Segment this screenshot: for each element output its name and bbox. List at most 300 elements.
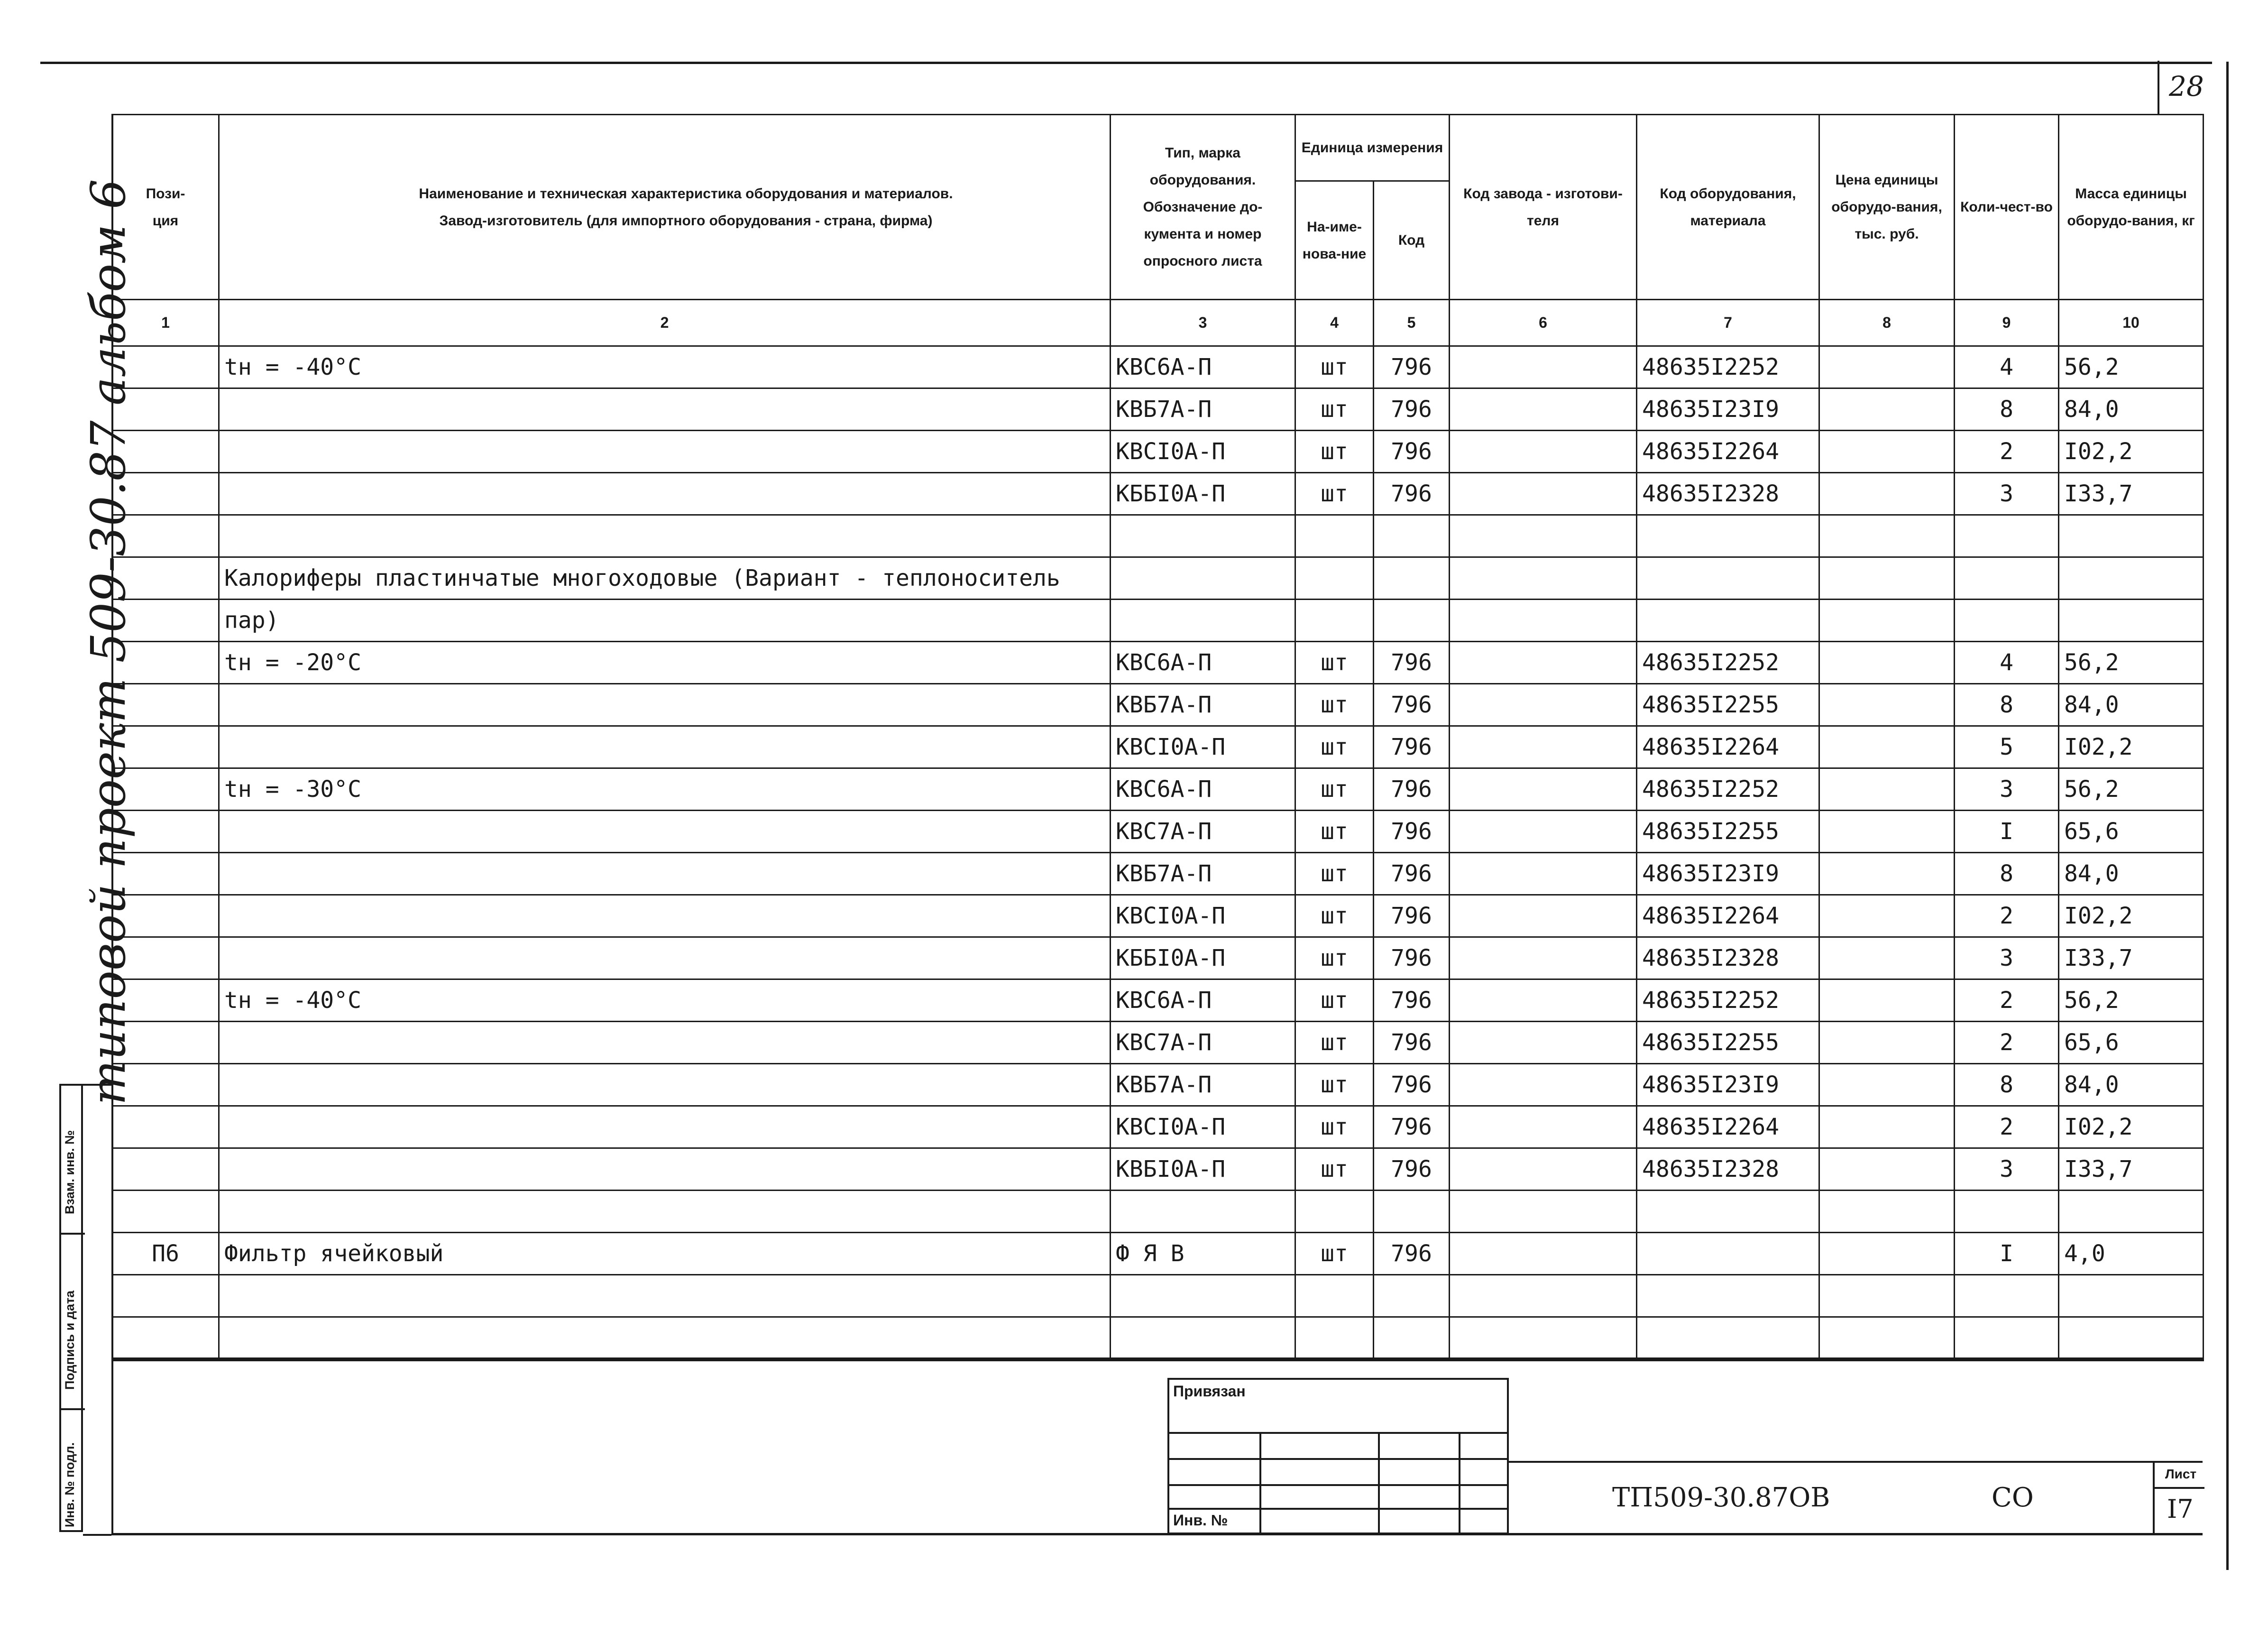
type-cell: КВБ7А-П xyxy=(1111,1064,1295,1106)
material-code-cell: 48635I23I9 xyxy=(1637,1064,1819,1106)
unit-name-cell xyxy=(1295,557,1374,600)
table-row xyxy=(112,1317,2204,1359)
position-cell: П6 xyxy=(112,1233,219,1275)
unit-code-cell: 796 xyxy=(1374,937,1450,979)
table-row xyxy=(112,1148,2204,1191)
factory-code-cell xyxy=(1450,979,1637,1022)
name-cell: пар) xyxy=(219,600,1111,642)
quantity-cell: 8 xyxy=(1955,853,2059,895)
mass-cell: I33,7 xyxy=(2059,1148,2204,1191)
unit-code-cell: 796 xyxy=(1374,1106,1450,1148)
table-row xyxy=(112,937,2204,979)
factory-code-cell xyxy=(1450,1275,1637,1317)
type-cell xyxy=(1111,557,1295,600)
mass-cell: I33,7 xyxy=(2059,473,2204,515)
table-row xyxy=(112,768,2204,811)
position-cell xyxy=(112,684,219,726)
unit-code-cell xyxy=(1374,1275,1450,1317)
unit-name-cell: шт xyxy=(1295,726,1374,768)
quantity-cell xyxy=(1955,600,2059,642)
position-cell xyxy=(112,1022,219,1064)
name-cell: Калориферы пластинчатые многоходовые (Вариант - теплоноситель xyxy=(219,557,1111,600)
stamp-label-replace: Взам. инв. № xyxy=(63,1130,77,1214)
unit-code-cell: 796 xyxy=(1374,1022,1450,1064)
quantity-cell xyxy=(1955,1275,2059,1317)
binding-line xyxy=(1169,1458,1507,1460)
right-rule xyxy=(2226,62,2229,1570)
name-cell xyxy=(219,1064,1111,1106)
name-cell: tн = -30°C xyxy=(219,768,1111,811)
material-code-cell: 48635I23I9 xyxy=(1637,853,1819,895)
type-cell: КВСI0А-П xyxy=(1111,431,1295,473)
price-cell xyxy=(1819,1064,1955,1106)
name-cell xyxy=(219,1191,1111,1233)
name-cell xyxy=(219,388,1111,431)
mass-cell: I33,7 xyxy=(2059,937,2204,979)
unit-name-cell: шт xyxy=(1295,473,1374,515)
type-cell: КВБ7А-П xyxy=(1111,684,1295,726)
position-cell xyxy=(112,1064,219,1106)
unit-code-cell: 796 xyxy=(1374,1064,1450,1106)
position-cell xyxy=(112,1148,219,1191)
unit-code-cell: 796 xyxy=(1374,853,1450,895)
binding-divider xyxy=(1459,1432,1460,1533)
unit-code-cell: 796 xyxy=(1374,1233,1450,1275)
name-cell xyxy=(219,431,1111,473)
table-row xyxy=(112,346,2204,388)
factory-code-cell xyxy=(1450,600,1637,642)
unit-code-cell xyxy=(1374,515,1450,557)
position-cell xyxy=(112,853,219,895)
mass-cell: 84,0 xyxy=(2059,853,2204,895)
type-cell: КВБ7А-П xyxy=(1111,388,1295,431)
unit-name-cell xyxy=(1295,515,1374,557)
price-cell xyxy=(1819,1233,1955,1275)
quantity-cell: 2 xyxy=(1955,979,2059,1022)
mass-cell: I02,2 xyxy=(2059,895,2204,937)
price-cell xyxy=(1819,811,1955,853)
price-cell xyxy=(1819,895,1955,937)
material-code-cell: 48635I23I9 xyxy=(1637,388,1819,431)
material-code-cell xyxy=(1637,1317,1819,1359)
type-cell xyxy=(1111,1317,1295,1359)
header-unit-name: На-име-нова-ние xyxy=(1295,181,1374,300)
quantity-cell: 8 xyxy=(1955,684,2059,726)
position-cell xyxy=(112,895,219,937)
header-unit: Единица измерения xyxy=(1295,115,1450,181)
table-row xyxy=(112,431,2204,473)
table-row xyxy=(112,1106,2204,1148)
price-cell xyxy=(1819,1317,1955,1359)
unit-code-cell: 796 xyxy=(1374,684,1450,726)
position-cell xyxy=(112,557,219,600)
unit-name-cell: шт xyxy=(1295,431,1374,473)
unit-name-cell: шт xyxy=(1295,1064,1374,1106)
unit-code-cell: 796 xyxy=(1374,768,1450,811)
price-cell xyxy=(1819,557,1955,600)
price-cell xyxy=(1819,937,1955,979)
material-code-cell: 48635I2255 xyxy=(1637,1022,1819,1064)
type-cell xyxy=(1111,515,1295,557)
mass-cell: 65,6 xyxy=(2059,811,2204,853)
factory-code-cell xyxy=(1450,853,1637,895)
material-code-cell: 48635I2255 xyxy=(1637,684,1819,726)
unit-code-cell: 796 xyxy=(1374,431,1450,473)
position-cell xyxy=(112,1191,219,1233)
table-row xyxy=(112,1191,2204,1233)
material-code-cell xyxy=(1637,1191,1819,1233)
material-code-cell: 48635I2264 xyxy=(1637,1106,1819,1148)
type-cell: КВС6А-П xyxy=(1111,642,1295,684)
unit-name-cell: шт xyxy=(1295,1022,1374,1064)
mass-cell: I02,2 xyxy=(2059,431,2204,473)
factory-code-cell xyxy=(1450,1106,1637,1148)
sheet-number: I7 xyxy=(2167,1494,2194,1524)
name-cell: tн = -20°C xyxy=(219,642,1111,684)
type-cell: КВСI0А-П xyxy=(1111,726,1295,768)
factory-code-cell xyxy=(1450,346,1637,388)
table-row xyxy=(112,726,2204,768)
type-cell: КББI0А-П xyxy=(1111,937,1295,979)
binding-line xyxy=(1169,1484,1507,1486)
unit-name-cell xyxy=(1295,1191,1374,1233)
name-cell: tн = -40°C xyxy=(219,979,1111,1022)
unit-name-cell: шт xyxy=(1295,979,1374,1022)
mass-cell: 84,0 xyxy=(2059,388,2204,431)
column-number: 9 xyxy=(1955,300,2059,346)
name-cell xyxy=(219,937,1111,979)
name-cell xyxy=(219,895,1111,937)
price-cell xyxy=(1819,388,1955,431)
price-cell xyxy=(1819,684,1955,726)
unit-name-cell: шт xyxy=(1295,853,1374,895)
header-type: Тип, марка оборудования. Обозначение до-кумента и номер опросного листа xyxy=(1111,115,1295,300)
quantity-cell: 8 xyxy=(1955,388,2059,431)
mass-cell xyxy=(2059,1317,2204,1359)
material-code-cell: 48635I2264 xyxy=(1637,431,1819,473)
column-number: 8 xyxy=(1819,300,1955,346)
quantity-cell: 5 xyxy=(1955,726,2059,768)
unit-code-cell: 796 xyxy=(1374,346,1450,388)
quantity-cell: 3 xyxy=(1955,1148,2059,1191)
factory-code-cell xyxy=(1450,895,1637,937)
price-cell xyxy=(1819,768,1955,811)
factory-code-cell xyxy=(1450,1317,1637,1359)
material-code-cell: 48635I2328 xyxy=(1637,473,1819,515)
position-cell xyxy=(112,515,219,557)
binding-stamp xyxy=(1167,1378,1509,1534)
position-cell xyxy=(112,768,219,811)
table-row xyxy=(112,895,2204,937)
mass-cell: I02,2 xyxy=(2059,1106,2204,1148)
unit-code-cell: 796 xyxy=(1374,726,1450,768)
factory-code-cell xyxy=(1450,1148,1637,1191)
factory-code-cell xyxy=(1450,726,1637,768)
type-cell: КВС7А-П xyxy=(1111,1022,1295,1064)
price-cell xyxy=(1819,346,1955,388)
mass-cell xyxy=(2059,515,2204,557)
factory-code-cell xyxy=(1450,1064,1637,1106)
table-row xyxy=(112,684,2204,726)
table-row xyxy=(112,600,2204,642)
mass-cell: 84,0 xyxy=(2059,1064,2204,1106)
name-cell xyxy=(219,1022,1111,1064)
position-cell xyxy=(112,1275,219,1317)
stamp-label-inv: Инв. № подл. xyxy=(63,1442,77,1527)
position-cell xyxy=(112,1317,219,1359)
unit-name-cell xyxy=(1295,1317,1374,1359)
material-code-cell xyxy=(1637,557,1819,600)
position-cell xyxy=(112,388,219,431)
inventory-label: Инв. № xyxy=(1173,1512,1228,1529)
mass-cell: 56,2 xyxy=(2059,979,2204,1022)
quantity-cell: I xyxy=(1955,811,2059,853)
mass-cell xyxy=(2059,557,2204,600)
price-cell xyxy=(1819,642,1955,684)
table-row xyxy=(112,979,2204,1022)
name-cell xyxy=(219,853,1111,895)
mass-cell: 56,2 xyxy=(2059,642,2204,684)
stamp-label-signature: Подпись и дата xyxy=(63,1290,77,1390)
price-cell xyxy=(1819,1106,1955,1148)
type-cell: КББI0А-П xyxy=(1111,473,1295,515)
column-number: 1 xyxy=(112,300,219,346)
quantity-cell: 2 xyxy=(1955,431,2059,473)
type-cell: КВС6А-П xyxy=(1111,346,1295,388)
unit-code-cell: 796 xyxy=(1374,811,1450,853)
factory-code-cell xyxy=(1450,557,1637,600)
material-code-cell xyxy=(1637,600,1819,642)
header-material-code: Код оборудования, материала xyxy=(1637,115,1819,300)
position-cell xyxy=(112,346,219,388)
factory-code-cell xyxy=(1450,642,1637,684)
factory-code-cell xyxy=(1450,1233,1637,1275)
type-cell: КВСI0А-П xyxy=(1111,1106,1295,1148)
mass-cell xyxy=(2059,1191,2204,1233)
price-cell xyxy=(1819,1022,1955,1064)
name-cell: Фильтр ячейковый xyxy=(219,1233,1111,1275)
factory-code-cell xyxy=(1450,1191,1637,1233)
type-cell: КВБI0А-П xyxy=(1111,1148,1295,1191)
mass-cell: 84,0 xyxy=(2059,684,2204,726)
type-cell: КВС6А-П xyxy=(1111,979,1295,1022)
quantity-cell xyxy=(1955,1317,2059,1359)
type-cell: КВСI0А-П xyxy=(1111,895,1295,937)
type-cell: Ф Я В xyxy=(1111,1233,1295,1275)
material-code-cell xyxy=(1637,1275,1819,1317)
unit-name-cell: шт xyxy=(1295,388,1374,431)
column-number: 6 xyxy=(1450,300,1637,346)
mass-cell xyxy=(2059,1275,2204,1317)
table-row xyxy=(112,1064,2204,1106)
quantity-cell: 3 xyxy=(1955,768,2059,811)
position-cell xyxy=(112,600,219,642)
section-code: СО xyxy=(1992,1482,2034,1513)
price-cell xyxy=(1819,979,1955,1022)
position-cell xyxy=(112,431,219,473)
quantity-cell: 4 xyxy=(1955,346,2059,388)
table-row xyxy=(112,1022,2204,1064)
header-quantity: Коли-чест-во xyxy=(1955,115,2059,300)
factory-code-cell xyxy=(1450,1022,1637,1064)
position-cell xyxy=(112,473,219,515)
bottom-rule xyxy=(111,1533,2203,1535)
quantity-cell xyxy=(1955,515,2059,557)
material-code-cell: 48635I2255 xyxy=(1637,811,1819,853)
table-row xyxy=(112,853,2204,895)
quantity-cell: 2 xyxy=(1955,1106,2059,1148)
column-number: 3 xyxy=(1111,300,1295,346)
unit-name-cell: шт xyxy=(1295,1233,1374,1275)
material-code-cell: 48635I2264 xyxy=(1637,726,1819,768)
unit-name-cell: шт xyxy=(1295,895,1374,937)
name-cell xyxy=(219,684,1111,726)
side-title: типовой проект 509-30.87 альбом 6 xyxy=(81,179,136,1105)
unit-name-cell: шт xyxy=(1295,768,1374,811)
unit-code-cell: 796 xyxy=(1374,895,1450,937)
unit-name-cell: шт xyxy=(1295,811,1374,853)
name-cell: tн = -40°C xyxy=(219,346,1111,388)
unit-code-cell xyxy=(1374,557,1450,600)
factory-code-cell xyxy=(1450,515,1637,557)
material-code-cell: 48635I2264 xyxy=(1637,895,1819,937)
mass-cell: 65,6 xyxy=(2059,1022,2204,1064)
type-cell xyxy=(1111,600,1295,642)
table-row xyxy=(112,811,2204,853)
name-cell xyxy=(219,811,1111,853)
factory-code-cell xyxy=(1450,684,1637,726)
unit-name-cell: шт xyxy=(1295,346,1374,388)
mass-cell: I02,2 xyxy=(2059,726,2204,768)
material-code-cell: 48635I2252 xyxy=(1637,642,1819,684)
quantity-cell: 8 xyxy=(1955,1064,2059,1106)
type-cell: КВС6А-П xyxy=(1111,768,1295,811)
column-number: 10 xyxy=(2059,300,2204,346)
table-row xyxy=(112,557,2204,600)
header-position: Пози- ция xyxy=(112,115,219,300)
unit-code-cell xyxy=(1374,1191,1450,1233)
factory-code-cell xyxy=(1450,768,1637,811)
stamp-cells xyxy=(83,1084,111,1536)
price-cell xyxy=(1819,853,1955,895)
binding-line xyxy=(1169,1508,1507,1510)
header-price: Цена единицы оборудо-вания, тыс. руб. xyxy=(1819,115,1955,300)
unit-name-cell xyxy=(1295,1275,1374,1317)
stamp-divider xyxy=(61,1233,85,1235)
document-code: ТП509-30.87ОВ xyxy=(1612,1482,1830,1513)
factory-code-cell xyxy=(1450,431,1637,473)
stamp-divider xyxy=(61,1408,85,1410)
price-cell xyxy=(1819,1148,1955,1191)
binding-label: Привязан xyxy=(1173,1383,1246,1400)
page-number: 28 xyxy=(2169,70,2204,102)
position-cell xyxy=(112,979,219,1022)
unit-name-cell: шт xyxy=(1295,1106,1374,1148)
binding-divider xyxy=(1259,1432,1261,1533)
quantity-cell: 2 xyxy=(1955,1022,2059,1064)
column-number: 5 xyxy=(1374,300,1450,346)
unit-name-cell: шт xyxy=(1295,684,1374,726)
unit-code-cell: 796 xyxy=(1374,979,1450,1022)
header-factory-code: Код завода - изготови-теля xyxy=(1450,115,1637,300)
position-cell xyxy=(112,642,219,684)
header-unit-code: Код xyxy=(1374,181,1450,300)
sheet-box xyxy=(2153,1461,2204,1534)
unit-code-cell: 796 xyxy=(1374,473,1450,515)
name-cell xyxy=(219,726,1111,768)
position-cell xyxy=(112,937,219,979)
name-cell xyxy=(219,1317,1111,1359)
material-code-cell xyxy=(1637,1233,1819,1275)
material-code-cell: 48635I2252 xyxy=(1637,768,1819,811)
quantity-cell xyxy=(1955,557,2059,600)
table-row xyxy=(112,515,2204,557)
mass-cell xyxy=(2059,600,2204,642)
position-cell xyxy=(112,1106,219,1148)
type-cell xyxy=(1111,1275,1295,1317)
unit-code-cell: 796 xyxy=(1374,642,1450,684)
column-number: 4 xyxy=(1295,300,1374,346)
sheet-label: Лист xyxy=(2165,1467,2197,1481)
price-cell xyxy=(1819,473,1955,515)
material-code-cell xyxy=(1637,515,1819,557)
type-cell xyxy=(1111,1191,1295,1233)
mass-cell: 56,2 xyxy=(2059,768,2204,811)
type-cell: КВБ7А-П xyxy=(1111,853,1295,895)
header-name: Наименование и техническая характеристика оборудования и материалов. Завод-изготовитель (для импортного оборудования - страна, фирма) xyxy=(219,115,1111,300)
table-row xyxy=(112,642,2204,684)
unit-name-cell xyxy=(1295,600,1374,642)
table-row xyxy=(112,1275,2204,1317)
quantity-cell xyxy=(1955,1191,2059,1233)
quantity-cell: 2 xyxy=(1955,895,2059,937)
unit-code-cell xyxy=(1374,600,1450,642)
page-number-box xyxy=(2158,61,2205,114)
factory-code-cell xyxy=(1450,473,1637,515)
price-cell xyxy=(1819,726,1955,768)
header-mass: Масса единицы оборудо-вания, кг xyxy=(2059,115,2204,300)
binding-line xyxy=(1169,1432,1507,1434)
name-cell xyxy=(219,1106,1111,1148)
column-number: 2 xyxy=(219,300,1111,346)
quantity-cell: 4 xyxy=(1955,642,2059,684)
price-cell xyxy=(1819,1191,1955,1233)
name-cell xyxy=(219,473,1111,515)
material-code-cell: 48635I2252 xyxy=(1637,346,1819,388)
position-cell xyxy=(112,811,219,853)
title-block-top xyxy=(1509,1461,2203,1463)
mass-cell: 56,2 xyxy=(2059,346,2204,388)
material-code-cell: 48635I2252 xyxy=(1637,979,1819,1022)
type-cell: КВС7А-П xyxy=(1111,811,1295,853)
name-cell xyxy=(219,1148,1111,1191)
unit-code-cell xyxy=(1374,1317,1450,1359)
table-row xyxy=(112,473,2204,515)
sheet-divider xyxy=(2155,1487,2204,1489)
specification-table xyxy=(111,114,2204,1361)
price-cell xyxy=(1819,515,1955,557)
table-row xyxy=(112,388,2204,431)
table-row xyxy=(112,1233,2204,1275)
name-cell xyxy=(219,1275,1111,1317)
unit-code-cell: 796 xyxy=(1374,1148,1450,1191)
unit-code-cell: 796 xyxy=(1374,388,1450,431)
quantity-cell: 3 xyxy=(1955,473,2059,515)
material-code-cell: 48635I2328 xyxy=(1637,937,1819,979)
factory-code-cell xyxy=(1450,937,1637,979)
factory-code-cell xyxy=(1450,388,1637,431)
unit-name-cell: шт xyxy=(1295,1148,1374,1191)
